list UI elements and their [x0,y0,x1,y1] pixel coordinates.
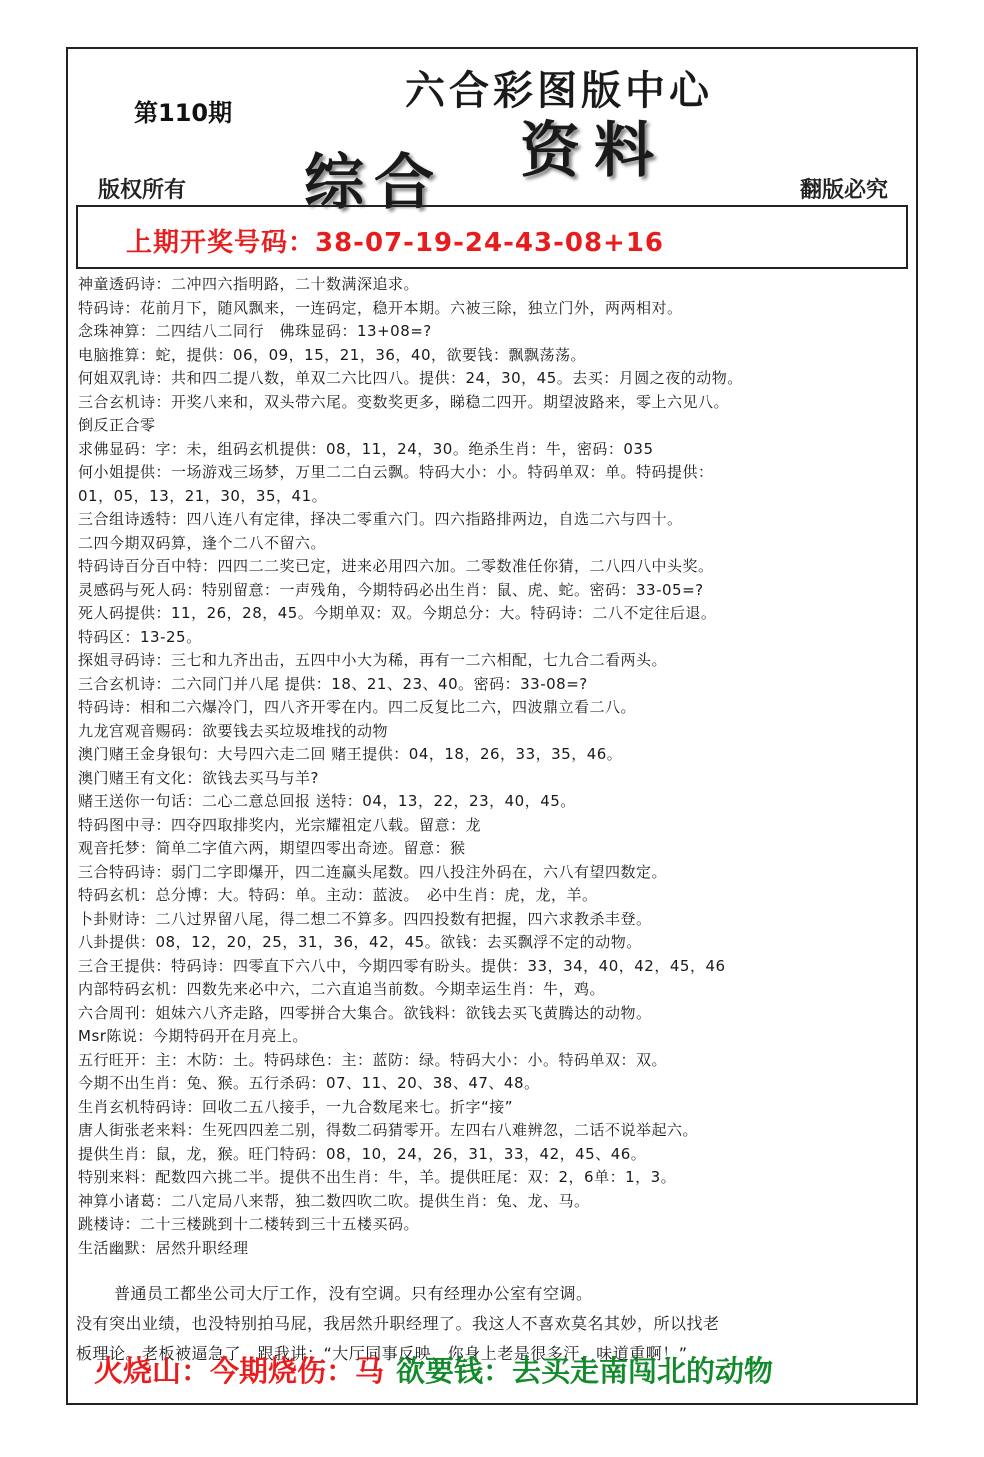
tip-line: 求佛显码：字：未，组码玄机提供：08，11，24，30。绝杀生肖：牛，密码：035 [78,439,654,458]
lottery-sheet [66,47,918,1405]
story-line: 普通员工都坐公司大厅工作，没有空调。只有经理办公室有空调。 [114,1284,593,1303]
tip-line: 三合玄机诗：开奖八来和，双头带六尾。变数奖更多，睇稳二四开。期望波路来，零上六见八。 [78,392,730,411]
tip-line: 特别来料：配数四六挑二半。提供不出生肖：牛，羊。提供旺尾：双：2，6单：1，3。 [78,1168,677,1186]
tip-line: 内部特码玄机：四数先来必中六，二六直追当前数。今期幸运生肖：牛，鸡。 [78,980,606,998]
tip-line: 特码区：13-25。 [78,627,202,646]
sheet-title: 六合彩图版中心 [405,67,713,114]
last-result-box [76,205,908,269]
story-line: 板理论。老板被逼急了，跟我讲：“大厅同事反映，你身上老是很多汗，味道重啊！” [76,1344,688,1363]
tip-line: 唐人街张老来料：生死四四差二别，得数二码猜零开。左四右八难辨忽，二话不说举起六。 [78,1121,699,1139]
tip-line: 特码图中寻：四夺四取排奖内，光宗耀祖定八载。留意：龙 [78,815,482,834]
footer-green-text: 欲要钱：去买走南闯北的动物 [396,1354,774,1388]
big-heading-right: 资料 [520,116,668,186]
tip-line: 提供生肖：鼠，龙，猴。旺门特码：08，10，24，26，31，33，42，45、46。 [78,1144,647,1163]
tip-line: 何姐双乳诗：共和四二提八数，单双二六比四八。提供：24，30，45。去买：月圆之夜的动物。 [78,369,743,387]
tip-line: 跳楼诗：二十三楼跳到十二楼转到三十五楼买码。 [78,1215,420,1233]
tip-line: 三合玄机诗：二六同门并八尾 提供：18、21、23、40。密码：33-08=? [78,674,588,693]
anti-piracy-tag: 翻版必究 [799,178,888,203]
tip-line: 神算小诸葛：二八定局八来帮，独二数四吹二吹。提供生肖：兔、龙、马。 [78,1191,590,1210]
tip-line: 五行旺开：主：木防：土。特码球色：主：蓝防：绿。特码大小：小。特码单双：双。 [78,1050,668,1069]
last-result-text: 上期开奖号码：38-07-19-24-43-08+16 [126,228,665,258]
tip-line: 灵感码与死人码：特别留意：一声残角，今期特码必出生肖：鼠、虎、蛇。密码：33-05=? [78,580,704,599]
tip-line: 特码玄机：总分博：大。特码：单。主动：蓝波。 必中生肖：虎，龙，羊。 [78,886,598,904]
tip-line: 念珠神算：二四结八二同行 佛珠显码：13+08=? [78,322,432,340]
tip-line: 今期不出生肖：兔、猴。五行杀码：07、11、20、38、47、48。 [78,1074,540,1092]
issue-number: 第110期 [134,99,233,127]
tip-line: 赌王送你一句话：二心二意总回报 送特：04，13，22，23，40，45。 [78,792,576,810]
footer-banner [94,1349,914,1390]
tip-line: 三合王提供：特码诗：四零直下六八中，今期四零有盼头。提供：33，34，40，42，45，46 [78,956,726,975]
big-heading-left: 综合 [304,148,444,218]
footer-red-text: 火烧山：今期烧伤：马 [94,1354,385,1388]
tip-line: 特码诗：相和二六爆冷门，四八齐开零在内。四二反复比二六，四波鼎立看二八。 [78,698,637,716]
tip-line: 01，05，13，21，30，35，41。 [78,486,328,505]
tip-line: 二四今期双码算，逢个二八不留六。 [78,533,327,552]
tips-list [78,273,914,1260]
tip-line: 澳门赌王金身银句：大号四六走二回 赌王提供：04，18，26，33，35，46。 [78,745,623,763]
tip-line: 电脑推算：蛇，提供：06，09，15，21，36，40，欲要钱：飘飘荡荡。 [78,345,587,364]
tip-line: 死人码提供：11，26，28，45。今期单双：双。今期总分：大。特码诗：二八不定往后退。 [78,604,717,622]
tip-line: 特码诗百分百中特：四四二二奖已定，进来必用四六加。二零数准任你猜，二八四八中头奖。 [78,557,714,575]
tip-line: 探姐寻码诗：三七和九齐出击，五四中小大为稀，再有一二六相配，七九合二看两头。 [78,651,668,669]
tip-line: 六合周刊：姐妹六八齐走路，四零拼合大集合。欲钱料：欲钱去买飞黄腾达的动物。 [78,1003,652,1022]
tip-line: 神童透码诗：二冲四六指明路，二十数满深追求。 [78,275,420,293]
tip-line: 生肖玄机特码诗：回收二五八接手，一九合数尾来七。折字“接” [78,1097,514,1116]
tip-line: 三合特码诗：弱门二字即爆开，四二连赢头尾数。四八投注外码在，六八有望四数定。 [78,862,668,881]
tip-line: Msr陈说：今期特码开在月亮上。 [78,1027,308,1045]
copyright-tag: 版权所有 [98,178,187,203]
tip-line: 卜卦财诗：二八过界留八尾，得二想二不算多。四四投数有把握，四六求教杀丰登。 [78,909,652,928]
tip-line: 三合组诗透特：四八连八有定律，择决二零重六门。四六指路排两边，自选二六与四十。 [78,510,683,528]
tip-line: 八卦提供：08，12，20，25，31，36，42，45。欲钱：去买飘浮不定的动物。 [78,933,642,951]
tip-line: 观音托梦：简单二字值六两，期望四零出奇迹。留意：猴 [78,839,466,857]
tip-line: 特码诗：花前月下，随风飘来，一连码定，稳开本期。六被三除，独立门外，两两相对。 [78,298,683,317]
story-line: 没有突出业绩，也没特别拍马屁，我居然升职经理了。我这人不喜欢莫名其妙，所以找老 [76,1314,720,1333]
tip-line: 何小姐提供：一场游戏三场梦，万里二二白云飘。特码大小：小。特码单双：单。特码提供： [78,463,714,481]
tip-line: 生活幽默：居然升职经理 [78,1238,249,1257]
tip-line: 倒反正合零 [78,416,156,434]
tip-line: 九龙宫观音赐码：欲要钱去买垃圾堆找的动物 [78,721,389,740]
tip-line: 澳门赌王有文化：欲钱去买马与羊? [78,768,319,787]
